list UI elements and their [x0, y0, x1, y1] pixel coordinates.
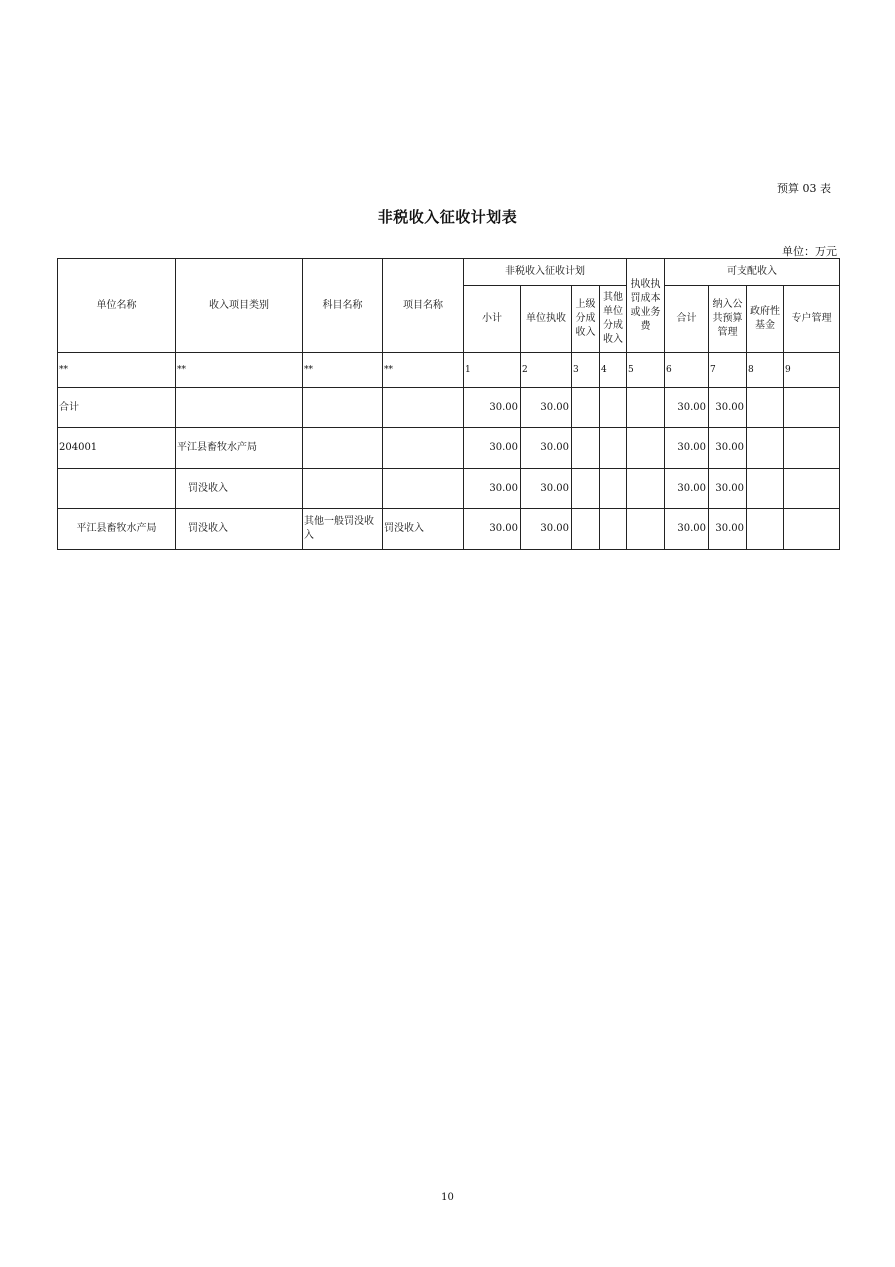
cell-total: 30.00	[665, 388, 709, 428]
index-cell: 1	[464, 353, 521, 388]
cell-subject: 其他一般罚没收入	[303, 509, 383, 550]
cell-total: 30.00	[665, 509, 709, 550]
cell-gov-fund	[747, 509, 784, 550]
header-special-account: 专户管理	[784, 286, 840, 353]
cell-subject	[303, 428, 383, 469]
header-upper-share: 上级分成收入	[572, 286, 600, 353]
header-disposable-group: 可支配收入	[665, 259, 840, 286]
index-row	[58, 353, 840, 388]
cell-category: 平江县畜牧水产局	[176, 428, 303, 469]
cell-category: 罚没收入	[176, 469, 303, 509]
cell-item	[383, 428, 464, 469]
cell-cost	[627, 509, 665, 550]
cell-subject	[303, 388, 383, 428]
cell-subject	[303, 469, 383, 509]
cell-unit-collection: 30.00	[521, 388, 572, 428]
cell-category: 罚没收入	[176, 509, 303, 550]
unit-label: 单位：万元	[782, 245, 837, 258]
header-other-unit-share: 其他单位分成收入	[600, 286, 627, 353]
cell-subtotal: 30.00	[464, 509, 521, 550]
cell-upper-share	[572, 469, 600, 509]
cell-other-share	[600, 428, 627, 469]
header-income-category: 收入项目类别	[176, 259, 303, 353]
cell-other-share	[600, 509, 627, 550]
cell-item	[383, 388, 464, 428]
cell-subtotal: 30.00	[464, 428, 521, 469]
cell-other-share	[600, 388, 627, 428]
index-cell: 2	[521, 353, 572, 388]
cell-category	[176, 388, 303, 428]
cell-gov-fund	[747, 428, 784, 469]
cell-special-account	[784, 509, 840, 550]
cell-item: 罚没收入	[383, 509, 464, 550]
index-cell: 3	[572, 353, 600, 388]
index-cell: 4	[600, 353, 627, 388]
index-cell: **	[176, 353, 303, 388]
cell-special-account	[784, 428, 840, 469]
header-subtotal: 小计	[464, 286, 521, 353]
page-title: 非税收入征收计划表	[377, 208, 518, 226]
cell-unit: 平江县畜牧水产局	[58, 509, 176, 550]
cell-unit: 合计	[58, 388, 176, 428]
header-total: 合计	[665, 286, 709, 353]
cell-gov-fund	[747, 469, 784, 509]
cell-cost	[627, 469, 665, 509]
cell-subtotal: 30.00	[464, 469, 521, 509]
revenue-plan-table	[57, 258, 840, 550]
index-cell: **	[383, 353, 464, 388]
cell-unit-collection: 30.00	[521, 509, 572, 550]
cell-unit: 204001	[58, 428, 176, 469]
cell-item	[383, 469, 464, 509]
index-cell: 8	[747, 353, 784, 388]
page-number: 10	[441, 1192, 454, 1203]
table-row	[58, 428, 840, 469]
cell-public-budget: 30.00	[709, 469, 747, 509]
cell-unit-collection: 30.00	[521, 469, 572, 509]
cell-other-share	[600, 469, 627, 509]
cell-public-budget: 30.00	[709, 388, 747, 428]
index-cell: 7	[709, 353, 747, 388]
index-cell: 9	[784, 353, 840, 388]
index-cell: 5	[627, 353, 665, 388]
cell-unit	[58, 469, 176, 509]
header-subject-name: 科目名称	[303, 259, 383, 353]
cell-subtotal: 30.00	[464, 388, 521, 428]
index-cell: **	[303, 353, 383, 388]
cell-public-budget: 30.00	[709, 428, 747, 469]
cell-gov-fund	[747, 388, 784, 428]
cell-total: 30.00	[665, 428, 709, 469]
header-unit-name: 单位名称	[58, 259, 176, 353]
cell-upper-share	[572, 509, 600, 550]
index-cell: 6	[665, 353, 709, 388]
header-gov-fund: 政府性基金	[747, 286, 784, 353]
table-row-total	[58, 388, 840, 428]
cell-special-account	[784, 388, 840, 428]
cell-total: 30.00	[665, 469, 709, 509]
header-plan-group: 非税收入征收计划	[464, 259, 627, 286]
cell-upper-share	[572, 428, 600, 469]
table-row	[58, 509, 840, 550]
cell-special-account	[784, 469, 840, 509]
index-cell: **	[58, 353, 176, 388]
header-enforcement-cost: 执收执罚成本或业务费	[627, 259, 665, 353]
header-unit-collection: 单位执收	[521, 286, 572, 353]
form-number: 预算 03 表	[777, 182, 831, 195]
table-row	[58, 469, 840, 509]
header-item-name: 项目名称	[383, 259, 464, 353]
cell-cost	[627, 388, 665, 428]
header-public-budget: 纳入公共预算管理	[709, 286, 747, 353]
cell-public-budget: 30.00	[709, 509, 747, 550]
cell-cost	[627, 428, 665, 469]
cell-upper-share	[572, 388, 600, 428]
cell-unit-collection: 30.00	[521, 428, 572, 469]
